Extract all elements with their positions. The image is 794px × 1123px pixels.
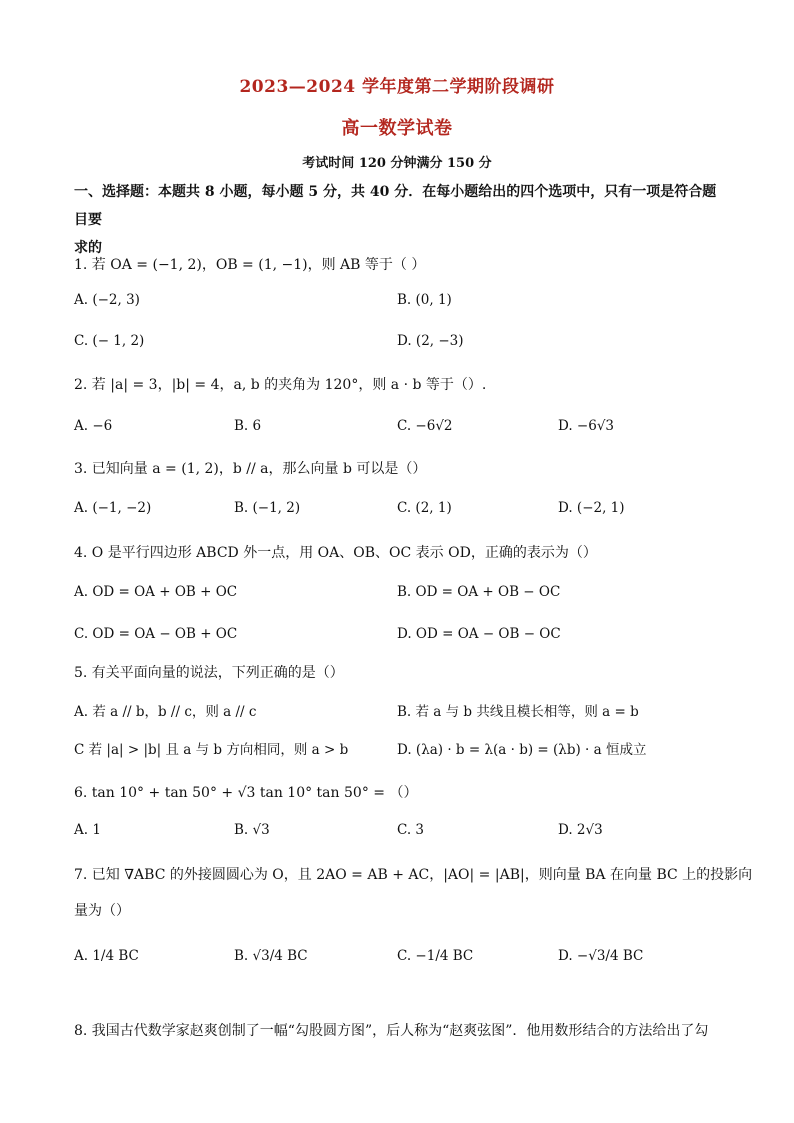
exam-info: 考试时间 120 分钟满分 150 分 <box>302 156 492 171</box>
question-1-option-d: D. (2, −3) <box>397 333 464 349</box>
question-4-option-a: A. OD = OA + OB + OC <box>74 584 238 600</box>
question-2-option-a: A. −6 <box>74 418 113 434</box>
question-3-stem: 3. 已知向量 a = (1, 2)，b // a，那么向量 b 可以是（） <box>74 461 427 477</box>
question-2-option-c: C. −6√2 <box>397 418 453 434</box>
question-4-option-c: C. OD = OA − OB + OC <box>74 626 238 642</box>
question-7-stem-line1: 7. 已知 ∇ABC 的外接圆圆心为 O，且 2AO = AB + AC，|AO| = |AB|，则向量 BA 在向量 BC 上的投影向 <box>74 867 753 883</box>
question-1-stem: 1. 若 OA = (−1, 2)，OB = (1, −1)，则 AB 等于（ ） <box>74 257 426 273</box>
question-6-option-a: A. 1 <box>74 822 101 838</box>
exam-subtitle: 高一数学试卷 <box>341 118 453 139</box>
question-7-option-a: A. 1/4 BC <box>74 948 139 964</box>
question-4-option-b: B. OD = OA + OB − OC <box>397 584 561 600</box>
question-6-option-d: D. 2√3 <box>558 822 603 838</box>
question-8-stem: 8. 我国古代数学家赵爽创制了一幅“勾股圆方图”，后人称为“赵爽弦图”．他用数形结合的方法给出了勾 <box>74 1023 709 1039</box>
question-7-stem-line2: 量为（） <box>74 903 130 919</box>
question-2-option-b: B. 6 <box>234 418 262 434</box>
question-3-option-b: B. (−1, 2) <box>234 500 301 516</box>
question-4-stem: 4. O 是平行四边形 ABCD 外一点，用 OA、OB、OC 表示 OD，正确的表示为（） <box>74 545 597 561</box>
question-1-option-b: B. (0, 1) <box>397 292 452 308</box>
question-1-option-c: C. (− 1, 2) <box>74 333 145 349</box>
question-2-stem: 2. 若 |a| = 3，|b| = 4，a, b 的夹角为 120°，则 a · b 等于（）. <box>74 377 487 393</box>
section-heading-line1: 一、选择题：本题共 8 小题，每小题 5 分，共 40 分．在每小题给出的四个选项中，只有一项是符合题目要 <box>74 184 717 228</box>
question-1-option-a: A. (−2, 3) <box>74 292 140 308</box>
question-5-option-d: D. (λa) · b = λ(a · b) = (λb) · a 恒成立 <box>397 742 647 758</box>
question-6-option-b: B. √3 <box>234 822 270 838</box>
question-3-option-c: C. (2, 1) <box>397 500 452 516</box>
question-5-option-a: A. 若 a // b，b // c，则 a // c <box>74 704 257 720</box>
question-3-option-d: D. (−2, 1) <box>558 500 625 516</box>
question-6-option-c: C. 3 <box>397 822 425 838</box>
question-3-option-a: A. (−1, −2) <box>74 500 152 516</box>
question-4-option-d: D. OD = OA − OB − OC <box>397 626 561 642</box>
question-5-stem: 5. 有关平面向量的说法，下列正确的是（） <box>74 665 344 681</box>
question-7-option-d: D. −√3/4 BC <box>558 948 644 964</box>
question-7-option-b: B. √3/4 BC <box>234 948 308 964</box>
question-5-option-b: B. 若 a 与 b 共线且模长相等，则 a = b <box>397 704 639 720</box>
question-2-option-d: D. −6√3 <box>558 418 615 434</box>
section-heading-line2: 求的 <box>74 240 102 256</box>
question-5-option-c: C 若 |a| > |b| 且 a 与 b 方向相同，则 a > b <box>74 742 349 758</box>
section-heading <box>74 178 724 262</box>
question-6-stem: 6. tan 10° + tan 50° + √3 tan 10° tan 50° = （） <box>74 785 418 801</box>
exam-title: 2023—2024 学年度第二学期阶段调研 <box>239 77 555 97</box>
question-7-option-c: C. −1/4 BC <box>397 948 474 964</box>
